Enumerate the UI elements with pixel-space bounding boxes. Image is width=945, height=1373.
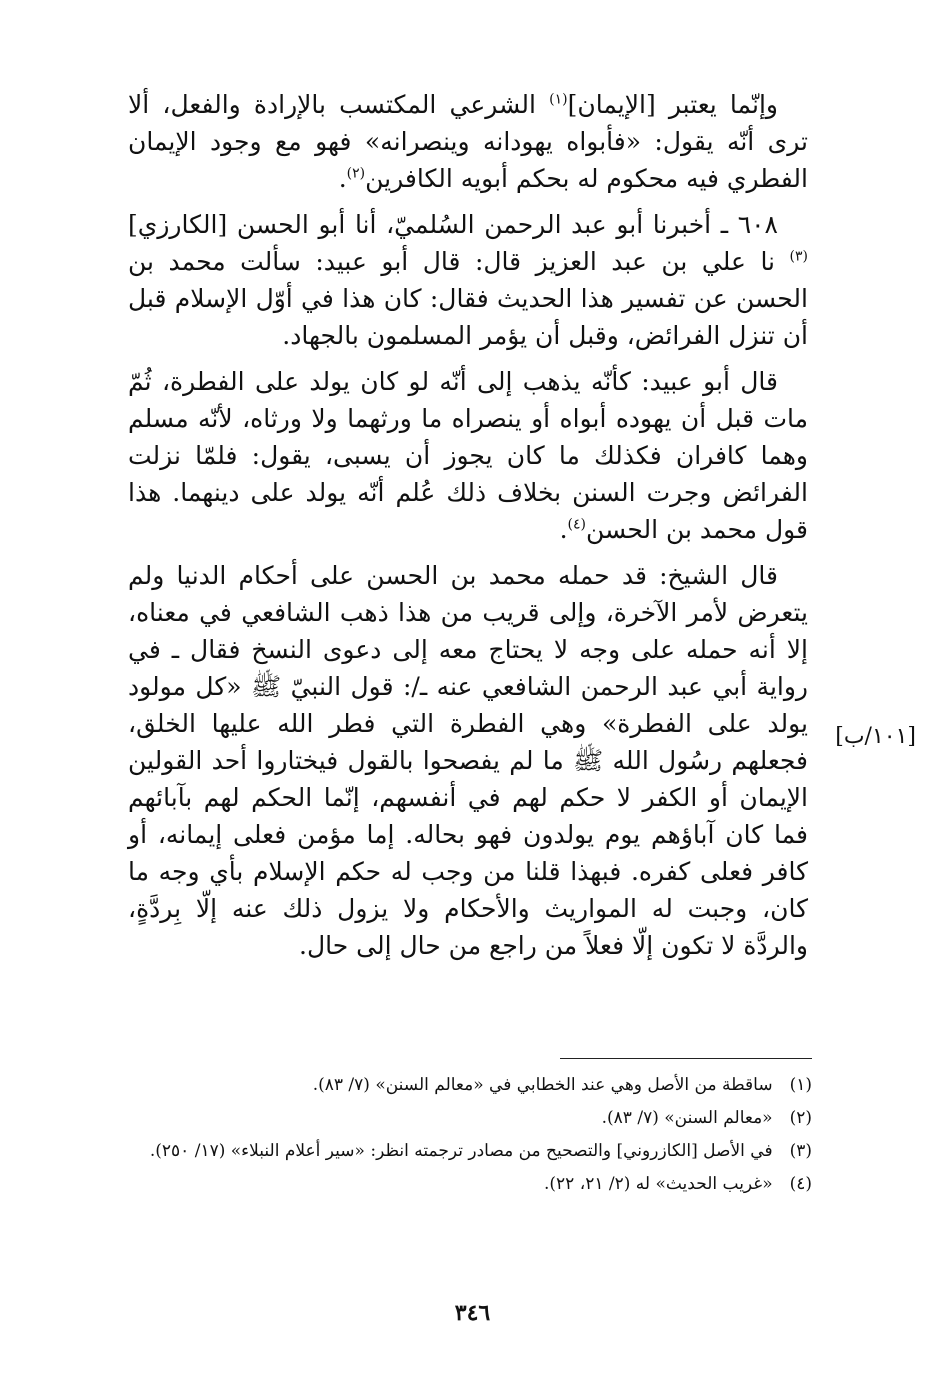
text-segment: قال أبو عبيد: كأنّه يذهب إلى أنّه لو كان يولد على الفطرة، ثُمّ مات قبل أن يهوده أبواه أو ينصراه ما ورثهما ولا ورثاه، لأنّه مسلم وهما كافران فكذلك ما كان يجوز أن يسبى، يقول: فلمّا نزلت الفرائض وجرت السنن بخلاف ذلك عُلم أنّه يولد على دينهما. هذا قول محمد بن الحسن [128,367,808,544]
paragraph-4 [128,557,808,964]
footnote-number: (٣) [789,1141,812,1161]
text-segment: ٦٠٨ ـ أخبرنا أبو عبد الرحمن السُلميّ، أنا أبو الحسن [الكارزي] [128,210,778,239]
footnote-marker: (٢) [346,165,366,182]
paragraph-3 [128,363,808,548]
footnote-text: «غريب الحديث» له (٢/ ٢١، ٢٢). [543,1174,773,1194]
text-segment: . [559,515,568,544]
footnote-marker: (١) [549,91,568,108]
footnotes [128,1070,812,1202]
footnote-4 [128,1169,812,1199]
footnote-text: «معالم السنن» (٧/ ٨٣). [601,1108,773,1128]
main-text [128,86,808,973]
footnote-marker: (٣) [789,248,808,265]
footnote-1 [128,1070,812,1100]
text-segment: قال الشيخ: قد حمله محمد بن الحسن على أحكام الدنيا ولم يتعرض لأمر الآخرة، وإلى قريب من هذا ذهب الشافعي في معناه، إلا أنه حمله على وجه لا يحتاج معه إلى دعوى النسخ فقال ـ في رواية أبي عبد الرحمن الشافعي عنه ـ/: قول النبيّ ﷺ «كل مولود يولد على الفطرة» وهي الفطرة التي فطر الله عليها الخلق، فجعلهم رسُول الله ﷺ ما لم يفصحوا بالقول فيختاروا أحد القولين الإيمان أو الكفر لا حكم لهم في أنفسهم، إنّما الحكم لهم بآبائهم فما كان آباؤهم يوم يولدون فهو بحاله. إما مؤمن فعلى إيمانه، أو كافر فعلى كفره. فبهذا قلنا من وجب له حكم الإسلام بأي وجه ما كان، وجبت له المواريث والأحكام ولا يزول ذلك عنه إلّا بِردَّةٍ، والردَّة لا تكون إلّا فعلاً من راجع من حال إلى حال. [128,561,808,960]
page-number: ٣٤٦ [454,1300,491,1326]
paragraph-2 [128,206,808,354]
text-segment: . [338,164,347,193]
footnote-number: (٢) [789,1108,812,1128]
footnote-number: (٤) [789,1174,812,1194]
manuscript-folio-note: [١٠١/ب] [835,724,916,749]
footnote-divider [560,1058,812,1059]
text-segment: الشرعي المكتسب بالإرادة والفعل، ألا ترى أنّه يقول: «فأبواه يهودانه وينصرانه» فهو مع وجود الإيمان الفطري فيه محكوم له بحكم أبويه الكافرين [128,90,808,193]
footnote-text: في الأصل [الكازروني] والتصحيح من مصادر ترجمته انظر: «سير أعلام النبلاء» (١٧/ ٢٥٠). [149,1141,773,1161]
paragraph-1 [128,86,808,197]
footnote-2 [128,1103,812,1133]
footnote-marker: (٤) [567,516,586,533]
footnote-number: (١) [789,1075,812,1095]
text-segment: نا علي بن عبد العزيز قال: قال أبو عبيد: سألت محمد بن الحسن عن تفسير هذا الحديث فقال: كان هذا في أوّل الإسلام قبل أن تنزل الفرائض، وقبل أن يؤمر المسلمون بالجهاد. [128,247,808,350]
footnote-3 [128,1136,812,1166]
footnote-text: ساقطة من الأصل وهي عند الخطابي في «معالم السنن» (٧/ ٨٣). [312,1075,773,1095]
text-segment: وإنّما يعتبر [الإيمان] [567,90,778,119]
